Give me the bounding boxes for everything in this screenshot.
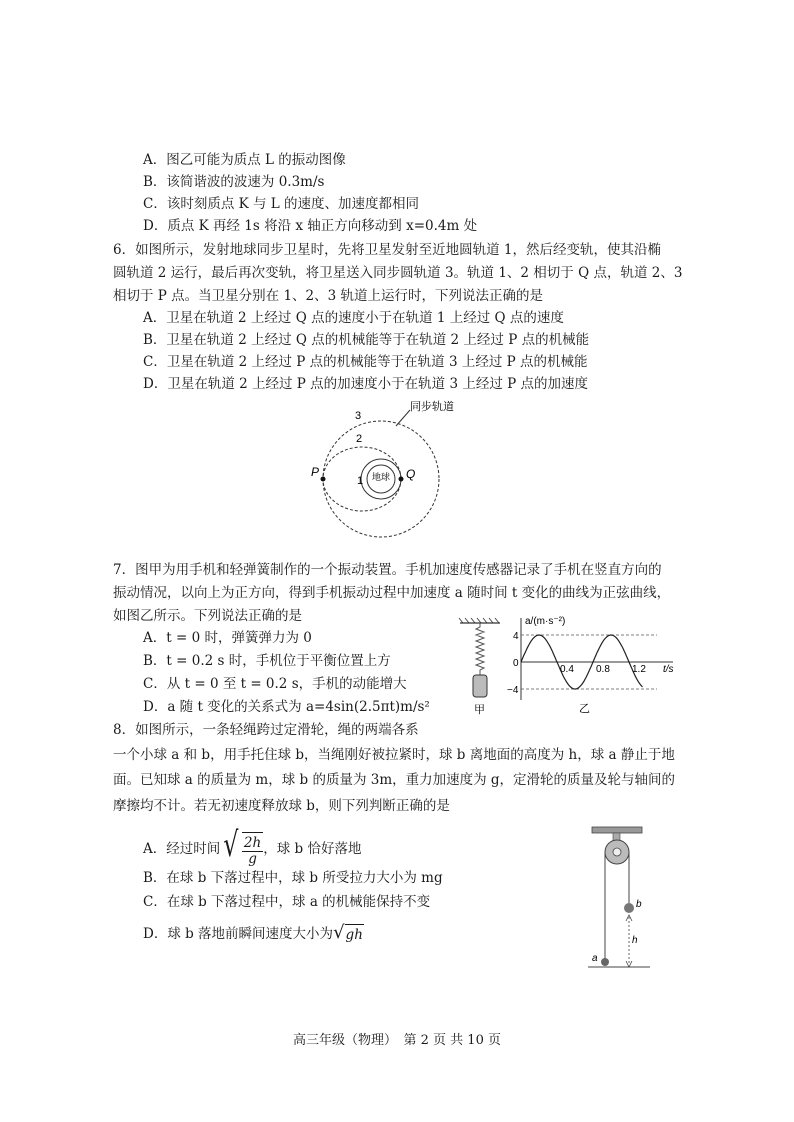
q7-option-c: C．从 t = 0 至 t = 0.2 s，手机的动能增大 [143,676,407,692]
sync-orbit-pointer [396,410,410,426]
q6-stem-line2: 圆轨道 2 运行，最后再次变轨，将卫星送入同步圆轨道 3。轨道 1、2 相切于 Q 点，轨道 2、3 [113,265,683,281]
x-tick-12: 1.2 [632,664,646,675]
q5-option-a: A．图乙可能为质点 L 的振动图像 [143,152,346,168]
point-q-dot [399,477,404,482]
q6-stem-line1: 6．如图所示，发射地球同步卫星时，先将卫星发射至近地圆轨道 1，然后经变轨，使其沿椭 [113,242,661,258]
q6-option-d: D．卫星在轨道 2 上经过 P 点的加速度小于在轨道 3 上经过 P 点的加速度 [143,376,588,392]
pulley-axle [613,848,621,856]
y-tick-neg4: −4 [507,685,519,696]
pulley-figure [580,825,655,975]
spring-coil [476,623,484,675]
ball-a [601,958,609,966]
page-footer: 高三年级（物理） 第 2 页 共 10 页 [293,1033,501,1048]
acceleration-time-chart [505,612,685,717]
q8-option-d-prefix: D．球 b 落地前瞬间速度大小为 [143,926,334,942]
q8-option-d: D．球 b 落地前瞬间速度大小为 √ gh [143,922,363,943]
q5-option-b: B．该简谐波的波速为 0.3m/s [143,174,325,190]
orbit-diagram [300,398,480,548]
ceiling-hatch [459,618,499,623]
ceiling-bar [592,827,642,833]
fraction-numerator: 2h [243,835,262,851]
label-b: b [636,899,642,910]
phone-rect [473,675,487,697]
sqrt-2h-over-g [220,825,263,869]
fraction [242,836,263,867]
q8-option-a [143,825,362,869]
q6-option-b: B．卫星在轨道 2 上经过 Q 点的机械能等于在轨道 2 上经过 P 点的机械能 [143,332,590,348]
label-sync-orbit: 同步轨道 [410,401,454,413]
label-jia: 甲 [474,704,485,715]
q8-option-c: C．在球 b 下落过程中，球 a 的机械能保持不变 [143,894,431,910]
label-orbit-3: 3 [355,410,362,422]
y-tick-4: 4 [513,631,519,642]
q7-option-d: D．a 随 t 变化的关系式为 a=4sin(2.5πt)m/s² [143,699,430,715]
label-h: h [632,935,638,946]
q7-option-a: A．t = 0 时，弹簧弹力为 0 [143,630,312,646]
label-q: Q [406,467,416,481]
label-p: P [311,465,320,479]
label-orbit-2: 2 [356,433,363,445]
x-tick-08: 0.8 [596,664,610,675]
q8-option-b: B．在球 b 下落过程中，球 b 所受拉力大小为 mg [143,870,443,886]
q6-option-a: A．卫星在轨道 2 上经过 Q 点的速度小于在轨道 1 上经过 Q 点的速度 [143,310,564,326]
q8-stem-line1: 8．如图所示，一条轻绳跨过定滑轮，绳的两端各系 [113,722,419,738]
q8-option-a-prefix: A．经过时间 [143,840,221,857]
q7-option-b: B．t = 0.2 s 时，手机位于平衡位置上方 [143,653,391,669]
fraction-denominator: g [248,851,257,867]
q8-stem-line4: 摩擦均不计。若无初速度释放球 b，则下列判断正确的是 [113,798,450,814]
y-axis-label: a/(m·s⁻²) [525,616,566,627]
radical-body [242,832,263,869]
q5-option-c: C．该时刻质点 K 与 L 的速度、加速度都相同 [143,196,420,212]
q8-stem-line2: 一个小球 a 和 b，用手托住球 b，当绳刚好被拉紧时，球 b 离地面的高度为 h，球 a 静止于地 [113,747,675,763]
label-orbit-1: 1 [357,475,364,487]
label-a: a [592,953,598,964]
q6-stem-line3: 相切于 P 点。当卫星分别在 1、2、3 轨道上运行时，下列说法正确的是 [113,288,544,304]
x-axis-label: t/s [663,664,674,675]
q8-option-a-suffix: ，球 b 恰好落地 [263,840,362,857]
label-earth: 地球 [372,472,391,482]
q8-stem-line3: 面。已知球 a 的质量为 m，球 b 的质量为 3m，重力加速度为 g，定滑轮的质量及轮与轴间的 [113,772,676,788]
y-tick-0: 0 [513,658,519,669]
q7-stem-line1: 7．图甲为用手机和轻弹簧制作的一个振动装置。手机加速度传感器记录了手机在竖直方向的 [113,562,662,578]
q7-stem-line3: 如图乙所示。下列说法正确的是 [113,608,302,624]
q5-option-d: D．质点 K 再经 1s 将沿 x 轴正方向移动到 x=0.4m 处 [143,218,478,234]
x-tick-04: 0.4 [560,664,574,675]
q6-option-c: C．卫星在轨道 2 上经过 P 点的机械能等于在轨道 3 上经过 P 点的机械能 [143,354,588,370]
q7-stem-line2: 振动情况，以向上为正方向，得到手机振动过程中加速度 a 随时间 t 变化的曲线为正弦曲线， [113,585,671,601]
sqrt-gh-body: gh [345,924,364,945]
label-yi: 乙 [579,703,590,715]
radical-sign: √ [223,825,239,865]
point-p-dot [321,477,326,482]
ball-b [624,903,634,913]
